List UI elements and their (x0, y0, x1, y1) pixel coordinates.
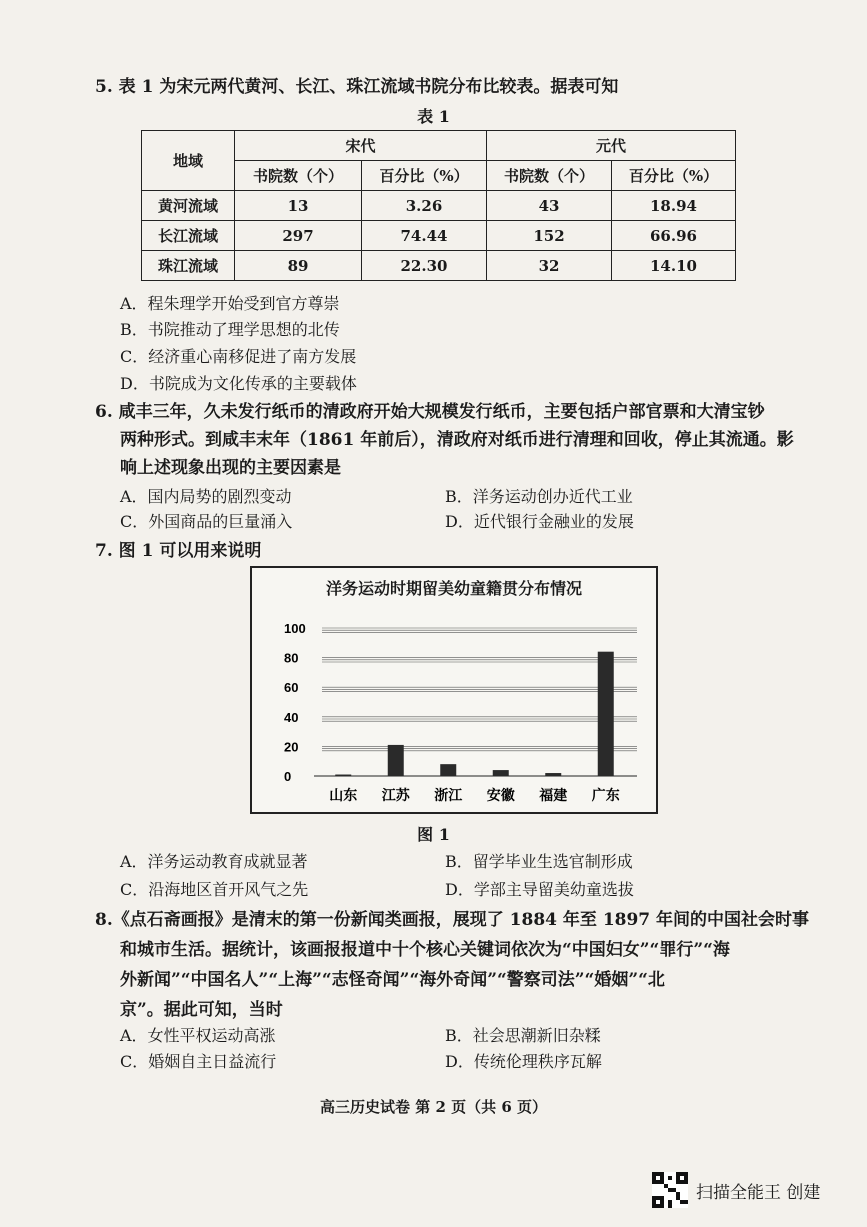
q8-option-c[interactable]: C．婚姻自主日益流行 (120, 1052, 277, 1071)
y-tick-label: 0 (284, 769, 292, 784)
count-cell: 43 (487, 191, 612, 221)
q5-option-a[interactable]: A．程朱理学开始受到官方尊崇 (120, 294, 340, 313)
yuan-header: 元代 (487, 131, 736, 161)
count-cell: 152 (487, 221, 612, 251)
table-1 (141, 130, 736, 281)
y-tick-label: 60 (284, 680, 299, 696)
q8-option-a[interactable]: A．女性平权运动高涨 (120, 1026, 276, 1045)
x-tick-label: 安徽 (486, 788, 515, 804)
y-tick-label: 80 (284, 650, 299, 666)
pct-cell: 66.96 (612, 221, 736, 251)
chart-canvas (252, 568, 656, 812)
region-cell: 黄河流域 (142, 191, 235, 221)
q5-stem: 5. 表 1 为宋元两代黄河、长江、珠江流域书院分布比较表。据表可知 (95, 77, 619, 97)
table-row (142, 221, 736, 251)
song-count-header: 书院数（个） (235, 161, 362, 191)
table-row (142, 191, 736, 221)
scanner-watermark (652, 1172, 820, 1208)
yuan-pct-header: 百分比（%） (612, 161, 736, 191)
x-tick-label: 江苏 (381, 788, 410, 804)
pct-cell: 74.44 (362, 221, 487, 251)
q7-option-b[interactable]: B．留学毕业生选官制形成 (445, 852, 633, 871)
q8-stem-line1: 8.《点石斋画报》是清末的第一份新闻类画报，展现了 1884 年至 1897 年间的中国社会时事 (95, 910, 810, 930)
x-tick-label: 浙江 (434, 788, 463, 804)
chart-title: 洋务运动时期留美幼童籍贯分布情况 (325, 579, 582, 598)
q8-stem-line4: 京”。据此可知，当时 (120, 1000, 283, 1020)
q7-stem: 7. 图 1 可以用来说明 (95, 541, 262, 561)
q6-option-b[interactable]: B．洋务运动创办近代工业 (445, 487, 633, 506)
region-cell: 珠江流域 (142, 251, 235, 281)
q6-option-c[interactable]: C．外国商品的巨量涌入 (120, 512, 293, 531)
table-row (142, 251, 736, 281)
count-cell: 297 (235, 221, 362, 251)
count-cell: 89 (235, 251, 362, 281)
song-pct-header: 百分比（%） (362, 161, 487, 191)
q6-stem-line3: 响上述现象出现的主要因素是 (120, 458, 341, 478)
q5-option-c[interactable]: C．经济重心南移促进了南方发展 (120, 347, 357, 366)
qr-code-icon (652, 1172, 688, 1208)
x-tick-label: 广东 (591, 788, 620, 804)
q7-option-c[interactable]: C．沿海地区首开风气之先 (120, 880, 309, 899)
q8-stem-line3: 外新闻”“中国名人”“上海”“志怪奇闻”“海外奇闻”“警察司法”“婚姻”“北 (120, 970, 665, 990)
page-footer: 高三历史试卷 第 2 页（共 6 页） (320, 1098, 547, 1116)
y-tick-label: 40 (284, 709, 299, 725)
x-tick-label: 福建 (539, 788, 568, 804)
q8-option-d[interactable]: D．传统伦理秩序瓦解 (445, 1052, 602, 1071)
region-header: 地域 (142, 131, 235, 191)
figure-caption: 图 1 (417, 825, 450, 844)
table-caption: 表 1 (417, 107, 450, 126)
bar (598, 652, 614, 776)
q7-option-a[interactable]: A．洋务运动教育成就显著 (120, 852, 308, 871)
x-tick-label: 山东 (329, 788, 358, 804)
q8-option-b[interactable]: B．社会思潮新旧杂糅 (445, 1026, 601, 1045)
count-cell: 13 (235, 191, 362, 221)
q8-stem-line2: 和城市生活。据统计，该画报报道中十个核心关键词依次为“中国妇女”“罪行”“海 (120, 940, 730, 960)
bar (388, 745, 404, 776)
region-cell: 长江流域 (142, 221, 235, 251)
bar (335, 775, 351, 777)
count-cell: 32 (487, 251, 612, 281)
q7-option-d[interactable]: D．学部主导留美幼童选拔 (445, 880, 634, 899)
bar (440, 764, 456, 776)
y-tick-label: 100 (284, 621, 306, 636)
bar (493, 770, 509, 776)
yuan-count-header: 书院数（个） (487, 161, 612, 191)
q5-option-d[interactable]: D．书院成为文化传承的主要载体 (120, 374, 357, 393)
pct-cell: 14.10 (612, 251, 736, 281)
pct-cell: 22.30 (362, 251, 487, 281)
watermark-text: 扫描全能王 创建 (696, 1182, 821, 1203)
q6-option-d[interactable]: D．近代银行金融业的发展 (445, 512, 634, 531)
q6-stem-line1: 6. 咸丰三年，久未发行纸币的清政府开始大规模发行纸币，主要包括户部官票和大清宝钞 (95, 402, 765, 422)
q6-option-a[interactable]: A．国内局势的剧烈变动 (120, 487, 292, 506)
q6-stem-line2: 两种形式。到咸丰末年（1861 年前后），清政府对纸币进行清理和回收，停止其流通。影 (120, 430, 794, 450)
pct-cell: 3.26 (362, 191, 487, 221)
y-tick-label: 20 (284, 739, 299, 755)
q5-option-b[interactable]: B．书院推动了理学思想的北传 (120, 320, 340, 339)
song-header: 宋代 (235, 131, 487, 161)
pct-cell: 18.94 (612, 191, 736, 221)
bar (545, 773, 561, 776)
bar-chart (250, 566, 658, 814)
